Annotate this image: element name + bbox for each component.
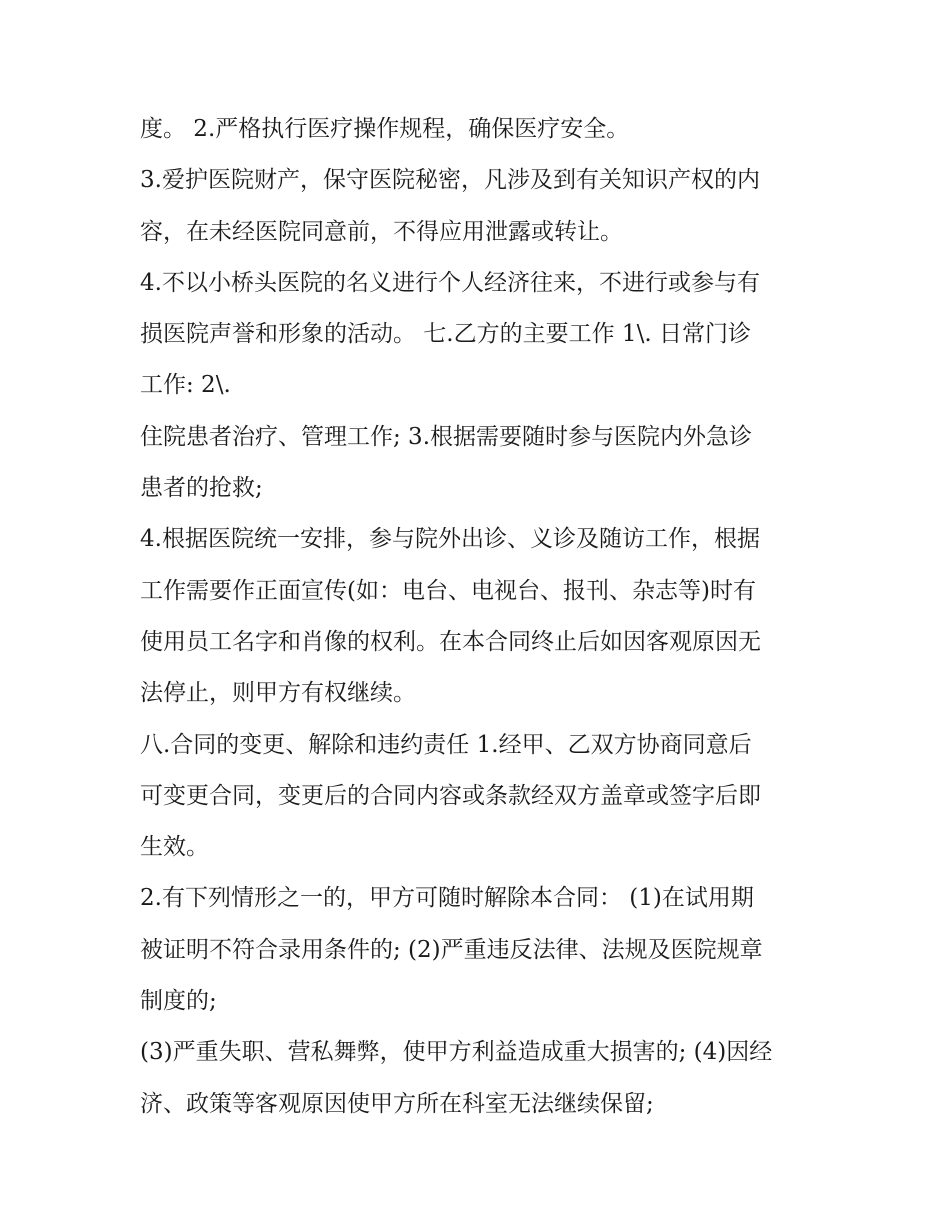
text-line: 法停止，则甲方有权继续。 <box>140 680 416 707</box>
document-body <box>140 104 830 1130</box>
text-line: 使用员工名字和肖像的权利。在本合同终止后如因客观原因无 <box>140 628 761 655</box>
text-line: 工作需要作正面宣传(如：电台、电视台、报刊、杂志等)时有 <box>140 577 756 604</box>
paragraph-3 <box>140 258 830 412</box>
paragraph-2 <box>140 155 830 258</box>
paragraph-7 <box>140 873 830 1027</box>
text-line: 工作: 2\. <box>140 372 231 399</box>
paragraph-1 <box>140 104 830 155</box>
text-line: 容，在未经医院同意前，不得应用泄露或转让。 <box>140 218 623 245</box>
text-line: 2.有下列情形之一的，甲方可随时解除本合同： (1)在试用期 <box>140 885 754 912</box>
text-line: 患者的抢救; <box>140 475 263 502</box>
text-line: 4.不以小桥头医院的名义进行个人经济往来，不进行或参与有 <box>140 269 760 296</box>
text-line: 度。 2.严格执行医疗操作规程，确保医疗安全。 <box>140 116 630 142</box>
text-line: 损医院声誉和形象的活动。 七.乙方的主要工作 1\. 日常门诊 <box>140 321 751 348</box>
text-line: 3.爱护医院财产，保守医院秘密，凡涉及到有关知识产权的内 <box>140 167 760 194</box>
paragraph-5 <box>140 514 830 719</box>
text-line: (3)严重失职、营私舞弊，使甲方利益造成重大损害的; (4)因经 <box>140 1039 773 1066</box>
text-line: 4.根据医院统一安排，参与院外出诊、义诊及随访工作，根据 <box>140 526 760 553</box>
text-line: 住院患者治疗、管理工作; 3.根据需要随时参与医院内外急诊 <box>140 423 753 450</box>
paragraph-4 <box>140 412 830 515</box>
text-line: 八.合同的变更、解除和违约责任 1.经甲、乙双方协商同意后 <box>140 731 752 758</box>
text-line: 济、政策等客观原因使甲方所在科室无法继续保留; <box>140 1090 654 1117</box>
text-line: 可变更合同，变更后的合同内容或条款经双方盖章或签字后即 <box>140 782 761 809</box>
text-line: 生效。 <box>140 834 209 861</box>
paragraph-8 <box>140 1027 830 1130</box>
text-line: 被证明不符合录用条件的; (2)严重违反法律、法规及医院规章 <box>140 936 763 963</box>
paragraph-6 <box>140 720 830 874</box>
text-line: 制度的; <box>140 988 217 1015</box>
